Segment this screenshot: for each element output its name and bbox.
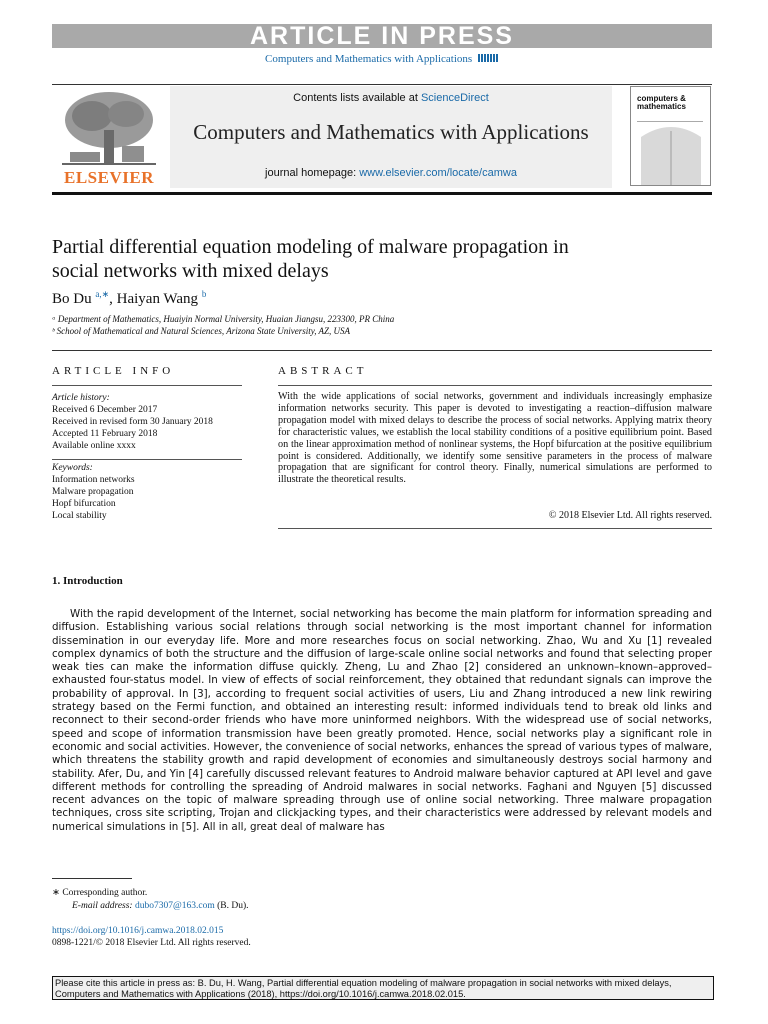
homepage-prefix: journal homepage: <box>265 167 360 179</box>
email-label: E-mail address: <box>72 901 135 911</box>
issn-copyright: 0898-1221/© 2018 Elsevier Ltd. All rights reserved. <box>52 938 251 948</box>
introduction-body <box>52 608 712 834</box>
header-top-rule <box>52 84 712 85</box>
keywords <box>52 462 242 522</box>
history-item: Received in revised form 30 January 2018 <box>52 417 213 427</box>
journal-cover-thumbnail <box>630 86 711 186</box>
author-affiliation-marker[interactable]: a,∗ <box>95 289 110 299</box>
abstract-bottom-rule <box>278 528 712 529</box>
doi-line <box>52 926 223 936</box>
history-item: Received 6 December 2017 <box>52 405 158 415</box>
cover-title: computers & mathematics <box>637 94 686 111</box>
paper-title: Partial differential equation modeling of malware propagation in social networks with mixed delays <box>52 236 569 282</box>
history-item: Accepted 11 February 2018 <box>52 429 158 439</box>
keyword-item: Hopf bifurcation <box>52 499 116 509</box>
elsevier-wordmark: ELSEVIER <box>64 168 154 187</box>
abstract-text: With the wide applications of social networks, government and individuals increasingly emphasize information networks security. This paper is devoted to investigating a reaction–diffusion malware propagation model with mixed delays to describe the process of social networks. Applying matrix theory for characteristic values, we establish the local stability conditions of a positive equilibrium point. Based on the linear approximation method of nonlinear systems, the Hopf bifurcation at the positive equilibrium point is considered. Additionally, we identify some sensitive parameters in the process of malware propagation that are significant for control theory. Finally, numerical simulations are performed to illustrate the theoretical results. <box>278 391 712 486</box>
affiliation-b: ᵇ School of Mathematical and Natural Sciences, Arizona State University, AZ, USA <box>52 326 351 336</box>
keywords-label: Keywords: <box>52 463 93 473</box>
abstract-copyright: © 2018 Elsevier Ltd. All rights reserved. <box>548 510 712 521</box>
history-label: Article history: <box>52 393 110 403</box>
keywords-rule <box>52 459 242 460</box>
corresponding-author-note: ∗ Corresponding author. <box>52 888 148 898</box>
journal-title: Computers and Mathematics with Applications <box>193 120 589 144</box>
email-suffix: (B. Du). <box>214 901 249 911</box>
section-heading: 1. Introduction <box>52 575 123 587</box>
contents-prefix: Contents lists available at <box>293 92 421 104</box>
sciencedirect-link[interactable]: ScienceDirect <box>420 92 489 104</box>
affiliation-a: ᵃ Department of Mathematics, Huaiyin Normal University, Huaian Jiangsu, 223300, PR China <box>52 314 395 324</box>
author-list <box>52 289 206 308</box>
article-in-press-banner: ARTICLE IN PRESS <box>52 24 712 48</box>
article-history <box>52 392 242 452</box>
abstract-heading: ABSTRACT <box>278 365 368 377</box>
journal-homepage-link[interactable]: www.elsevier.com/locate/camwa <box>359 167 517 179</box>
volume-placeholder-bars <box>478 53 499 65</box>
keyword-item: Malware propagation <box>52 487 134 497</box>
author-name: Bo Du <box>52 291 92 307</box>
article-info-rule <box>52 385 242 386</box>
citation-notice-box: Please cite this article in press as: B. Du, H. Wang, Partial differential equation modeling of malware propagation in social networks with mixed delays, Computers and Mathematics with Applications (2018), https://doi.org/10.1016/j.camwa.2018.02.015. <box>52 976 714 1000</box>
journal-homepage-line <box>170 167 612 179</box>
history-item: Available online xxxx <box>52 441 136 451</box>
cover-art <box>631 87 710 185</box>
keyword-item: Information networks <box>52 475 135 485</box>
journal-running-title: Computers and Mathematics with Applications <box>265 53 473 65</box>
body-paragraph: With the rapid development of the Internet, social networking has become the main platform for information spreading and diffusion. Establishing various social relations through social networking is the most important channel for information dissemination in our everyday life. More and more researches focus on social networking. Zhao, Wu and Xu [1] revealed complex dynamics of both the structure and the diffusion of large-scale online social networks and found that selecting proper weak ties can make the information diffuse quickly. Zheng, Lu and Zhao [2] considered an unknown–known–approved–exhausted four-status model. In view of effects of social reinforcement, they obtained that redundant signals can improve the probability of approval. In [3], according to frequent social activities of users, Liu and Zhang introduced a new link rewiring strategy based on the Fermi function, and obtained an interesting result: informed individuals tend to break old links and reconnect to their second-order friends who have more uninformed neighbors. With the widespread use of social networks, speed and scope of information transmission have been greatly promoted. Hence, social networks play a significant role in economic and social activities. However, the convenience of social networks, enhances the spread of various types of malware, which threatens the stability growth and rapid development of economies and simultaneously destroys social harmony and stability. Afer, Du, and Yin [4] carefully discussed relevant features to Android malware behavior captured at API level and gave different methods for controlling the spreading of Android malwares in social networks. Faghani and Nguyen [5] discussed recent advances on the topic of malware spreading through use of online social networking. Three malware propagation techniques, cross site scripting, Trojan and clickjacking types, and their characteristics were addressed by relevant models and numerical simulations in [5]. All in all, great deal of malware has <box>52 608 712 833</box>
keyword-item: Local stability <box>52 511 107 521</box>
footnote-rule <box>52 878 132 879</box>
journal-running-head <box>52 53 712 65</box>
abstract-rule <box>278 385 712 386</box>
contents-available-line <box>170 92 612 104</box>
email-footnote <box>72 901 249 911</box>
front-matter-rule <box>52 350 712 351</box>
email-link[interactable]: dubo7307@163.com <box>134 901 215 911</box>
author-affiliation-marker[interactable]: b <box>201 289 207 299</box>
author-separator: , <box>109 291 117 307</box>
author-name: Haiyan Wang <box>116 291 199 307</box>
header-bottom-rule <box>52 192 712 195</box>
article-info-heading: ARTICLE INFO <box>52 365 175 377</box>
doi-link[interactable]: https://doi.org/10.1016/j.camwa.2018.02.015 <box>52 926 224 936</box>
